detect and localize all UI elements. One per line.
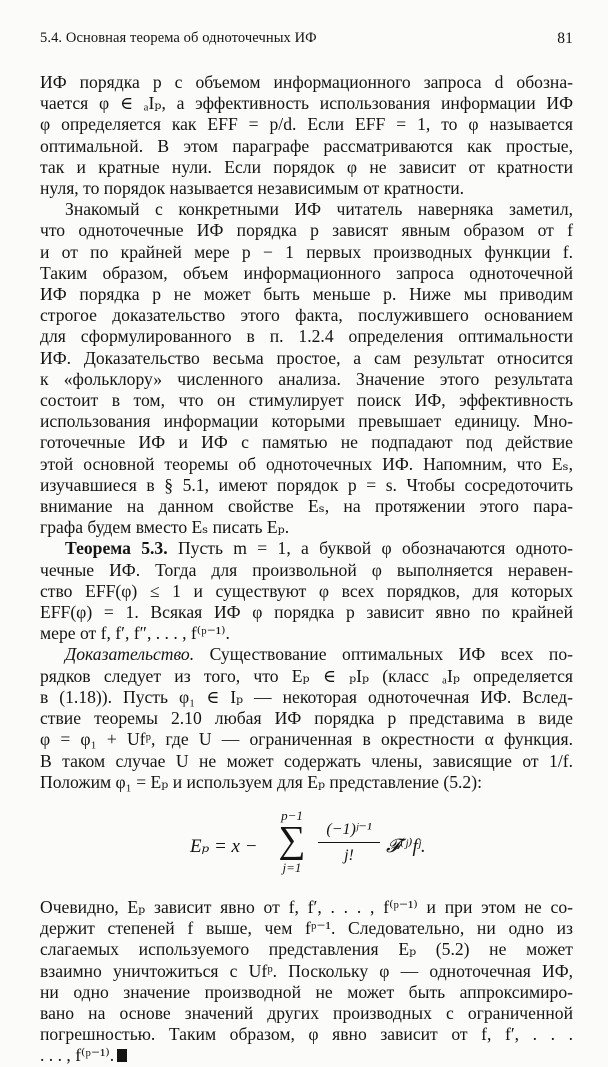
display-formula (40, 805, 573, 889)
text-line: так и кратные нули. Если порядок φ не зависит от кратности (40, 156, 573, 177)
text-line: Очевидно, Eₚ зависит явно от f, f′, . . . , f⁽ᵖ⁻¹⁾ и при этом не со- (40, 896, 573, 917)
text-line: Положим φ₁ = Eₚ и используем для Eₚ представление (5.2): (40, 771, 482, 792)
running-head (40, 26, 573, 50)
text-line (40, 538, 573, 559)
text-line: ствие теоремы 2.10 любая ИФ порядка p представима в виде (40, 708, 573, 729)
formula-tail: 𝓕⁽ʲ⁾fʲ. (386, 835, 426, 857)
text-line: к «фольклору» численного анализа. Значение этого результата (40, 368, 573, 389)
text-line: для сформулированного в п. 1.2.4 определения оптимальности (40, 326, 573, 347)
text-line: вано на основе значений других производных с ограниченной (40, 1002, 573, 1023)
fraction (318, 819, 380, 866)
text-line: Таким образом, объем информационного запроса одноточечной (40, 262, 573, 283)
text-line: в (1.18)). Пусть φ₁ ∈ Iₚ — некоторая одноточечная ИФ. Вслед- (40, 686, 573, 707)
text-line: EFF(φ) = 1. Всякая ИФ φ порядка p зависит явно по крайней (40, 602, 573, 623)
fraction-numerator: (−1)ʲ⁻¹ (318, 819, 380, 843)
summation (272, 805, 312, 878)
text-line: изучавшиеся в § 5.1, имеют порядок p = s. Чтобы сосредоточить (40, 474, 573, 495)
paragraph-definitions (40, 72, 573, 199)
final-line-text: . . . , f⁽ᵖ⁻¹⁾. (40, 1045, 115, 1066)
text-line: ИФ. Доказательство весьма простое, а сам результат относится (40, 347, 573, 368)
sum-symbol: ∑ (278, 818, 306, 861)
text-line: что одноточечные ИФ порядка p зависят явным образом от f (40, 220, 573, 241)
text-line: взаимно уничтожиться с Ufᵖ. Поскольку φ — одноточечная ИФ, (40, 960, 573, 981)
paragraph-conclusion (40, 897, 573, 1067)
sum-lower-limit: j=1 (282, 859, 302, 875)
qed-icon (117, 1049, 127, 1062)
text-line: внимание на данном свойстве Eₛ, на протяжении этого пара- (40, 496, 573, 517)
section-title: 5.4. Основная теорема об одноточечных ИФ (40, 30, 317, 46)
text-line: готочечные ИФ и ИФ с памятью не подпадают под действие (40, 432, 573, 453)
text-line: φ определяется как EFF = p/d. Если EFF = 1, то φ называется (40, 114, 573, 135)
text-line: оптимальной. В этом параграфе рассматриваются как простые, (40, 135, 573, 156)
text-line: строгое доказательство этого факта, послужившего основанием (40, 305, 573, 326)
page-number: 81 (557, 30, 573, 47)
text-line: чечные ИФ. Тогда для произвольной φ выполняется неравен- (40, 559, 573, 580)
proof-label: Доказательство. (65, 644, 195, 665)
text-line: погрешностью. Таким образом, φ явно зависит от f, f′, . . . (40, 1024, 573, 1045)
text-line (40, 644, 573, 665)
text-line: состоит в том, что он стимулирует поиск ИФ, эффективность (40, 390, 573, 411)
text-line: нуля, то порядок называется независимым от кратности. (40, 178, 465, 199)
text-line: В таком случае U не может содержать члены, зависящие от 1/f. (40, 750, 573, 771)
text-line: ИФ порядка p с объемом информационного запроса d обозна- (40, 72, 573, 92)
formula-body (190, 805, 490, 889)
proof-block (40, 644, 573, 792)
text-line: чается φ ∈ ₐIₚ, а эффективность использования информации ИФ (40, 93, 573, 114)
text-line: использования информации которыми превышает единицу. Мно- (40, 411, 573, 432)
text-line: и от по крайней мере p − 1 первых производных функции f. (40, 241, 573, 262)
theorem-label: Теорема 5.3. (65, 538, 168, 559)
paragraph-motivation (40, 199, 573, 538)
text-line: Знакомый с конкретными ИФ читатель наверняка заметил, (65, 199, 573, 220)
body-text (40, 72, 573, 1067)
theorem-block (40, 538, 573, 644)
text-line: ни одно значение производной не может быть аппроксимиро- (40, 981, 573, 1002)
text-line: мере от f, f′, f″, . . . , f⁽ᵖ⁻¹⁾. (40, 623, 230, 644)
text-line: держит степеней f выше, чем fᵖ⁻¹. Следовательно, ни одно из (40, 918, 573, 939)
formula-lhs: Eₚ = x − (190, 835, 258, 857)
text-line: ство EFF(φ) ≤ 1 и существуют φ всех порядков, для которых (40, 580, 573, 601)
text-line: рядков следует из того, что Eₚ ∈ ₚIₚ (класс ₐIₚ определяется (40, 665, 573, 686)
text-line: слагаемых используемого представления Eₚ (5.2) не может (40, 939, 573, 960)
book-page (40, 26, 573, 1067)
text-line (40, 1045, 573, 1066)
theorem-text: Пусть m = 1, а буквой φ обозначаются одното- (177, 538, 573, 559)
text-line: графа будем вместо Eₛ писать Eₚ. (40, 517, 290, 538)
text-line: этой основной теоремы об одноточечных ИФ. Напомним, что Eₛ, (40, 453, 573, 474)
text-line: φ = φ₁ + Ufᵖ, где U — ограниченная в окрестности α функция. (40, 729, 573, 750)
text-line: ИФ порядка p не может быть меньше p. Ниже мы приводим (40, 284, 573, 305)
proof-text: Существование оптимальных ИФ всех по- (209, 644, 573, 665)
fraction-denominator: j! (344, 847, 354, 865)
sum-upper-limit: p−1 (281, 807, 303, 823)
